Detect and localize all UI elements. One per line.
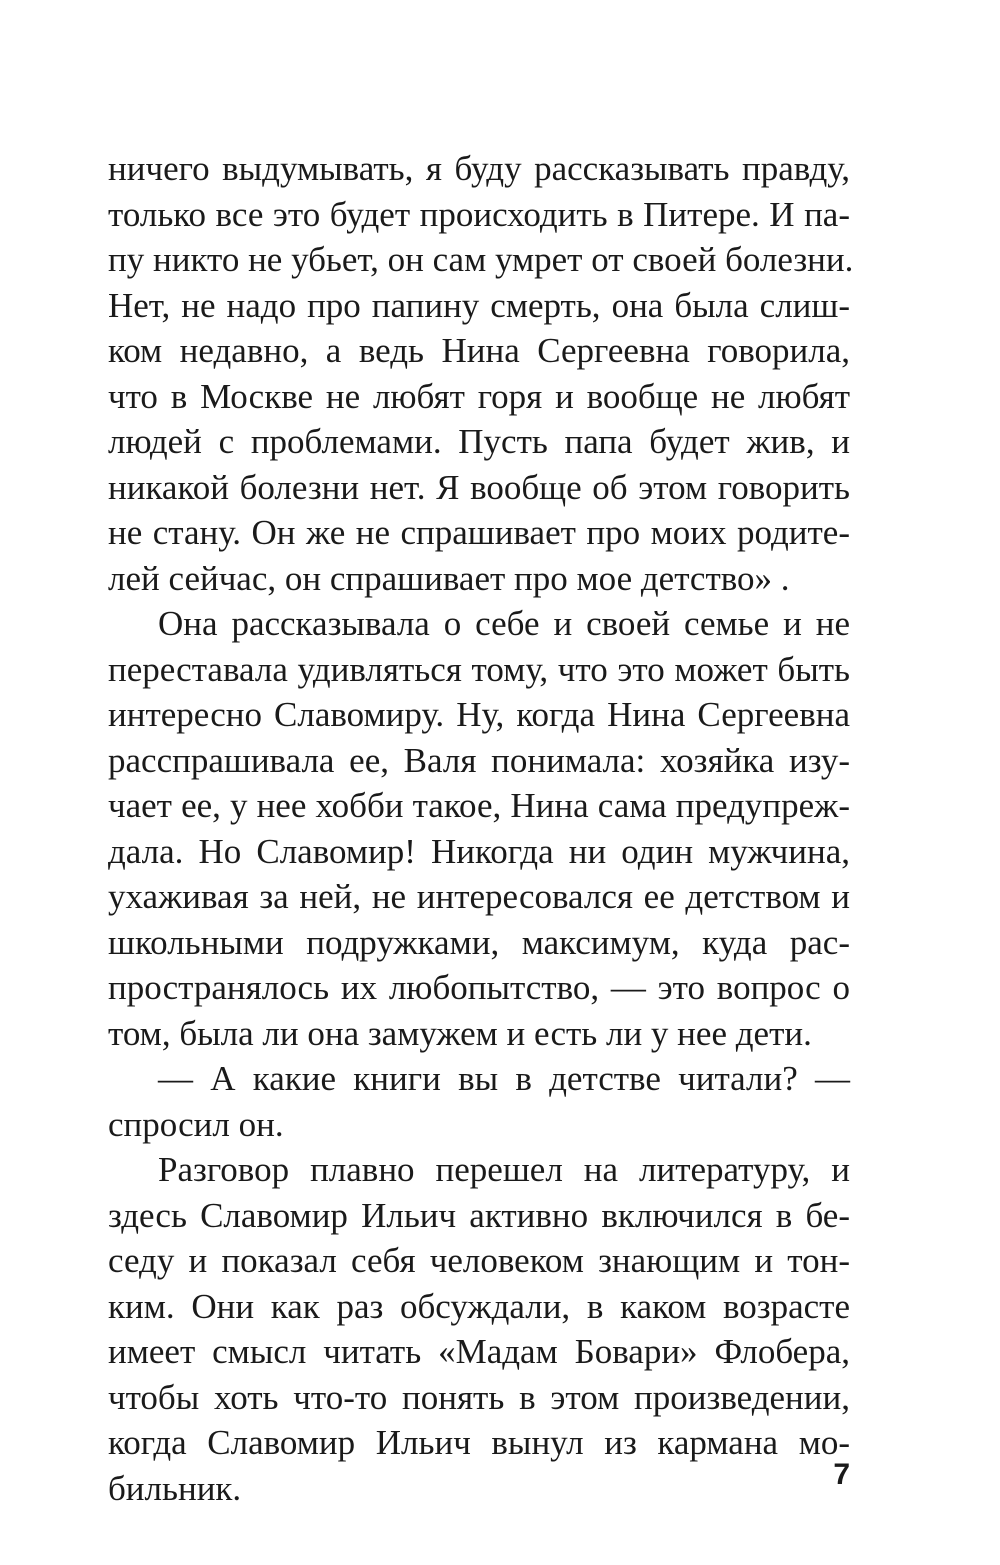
paragraph-end-line: том, была ли она замужем и есть ли у нее дети. — [108, 1013, 812, 1053]
text-line: ничего выдумывать, я буду рассказывать правду, — [108, 149, 850, 188]
text-line: ухаживая за ней, не интересовался ее детством и — [108, 877, 850, 916]
paragraph-end-line: бильник. — [108, 1468, 242, 1508]
text-line: чтобы хоть что-то понять в этом произведении, — [108, 1377, 850, 1417]
text-line: никакой болезни нет. Я вообще об этом говорить — [108, 467, 850, 507]
text-line: расспрашивала ее, Валя понимала: хозяйка изу- — [108, 740, 850, 780]
text-line: когда Славомир Ильич вынул из кармана мо- — [108, 1423, 850, 1462]
paragraph-start-line: Она рассказывала о себе и своей семье и не — [158, 604, 850, 643]
text-line: переставала удивляться тому, что это может быть — [108, 649, 850, 689]
text-line: не стану. Он же не спрашивает про моих родите- — [108, 513, 850, 552]
text-line: ким. Они как раз обсуждали, в каком возрасте — [108, 1286, 850, 1326]
text-line: ком недавно, а ведь Нина Сергеевна говорила, — [108, 331, 850, 370]
text-line: пу никто не убьет, он сам умрет от своей болезни. — [108, 240, 854, 279]
page-number: 7 — [833, 1458, 850, 1491]
text-line: Нет, не надо про папину смерть, она была слиш- — [108, 285, 850, 325]
paragraph-end-line: спросил он. — [108, 1104, 284, 1144]
text-line: дала. Но Славомир! Никогда ни один мужчина, — [108, 831, 850, 871]
paragraph-start-line: Разговор плавно перешел на литературу, и — [158, 1150, 850, 1189]
page-body-text — [108, 146, 854, 1511]
text-line: интересно Славомиру. Ну, когда Нина Сергеевна — [108, 695, 850, 734]
text-line: здесь Славомир Ильич активно включился в бе- — [108, 1195, 850, 1235]
text-line: имеет смысл читать «Мадам Бовари» Флобера, — [108, 1332, 850, 1371]
text-line: только все это будет происходить в Питере. И па- — [108, 194, 850, 234]
text-line: школьными подружками, максимум, куда рас- — [108, 922, 850, 962]
text-line: чает ее, у нее хобби такое, Нина сама предупреж- — [108, 786, 850, 825]
paragraph-end-line: лей сейчас, он спрашивает про мое детство» . — [108, 558, 790, 598]
text-line: седу и показал себя человеком знающим и тон- — [108, 1241, 850, 1280]
text-line: пространялось их любопытство, — это вопрос о — [108, 968, 850, 1007]
text-line: что в Москве не любят горя и вообще не любят — [108, 376, 850, 416]
text-line: людей с проблемами. Пусть папа будет жив, и — [108, 422, 850, 461]
dialogue-line: — А какие книги вы в детстве читали? — — [158, 1059, 850, 1098]
